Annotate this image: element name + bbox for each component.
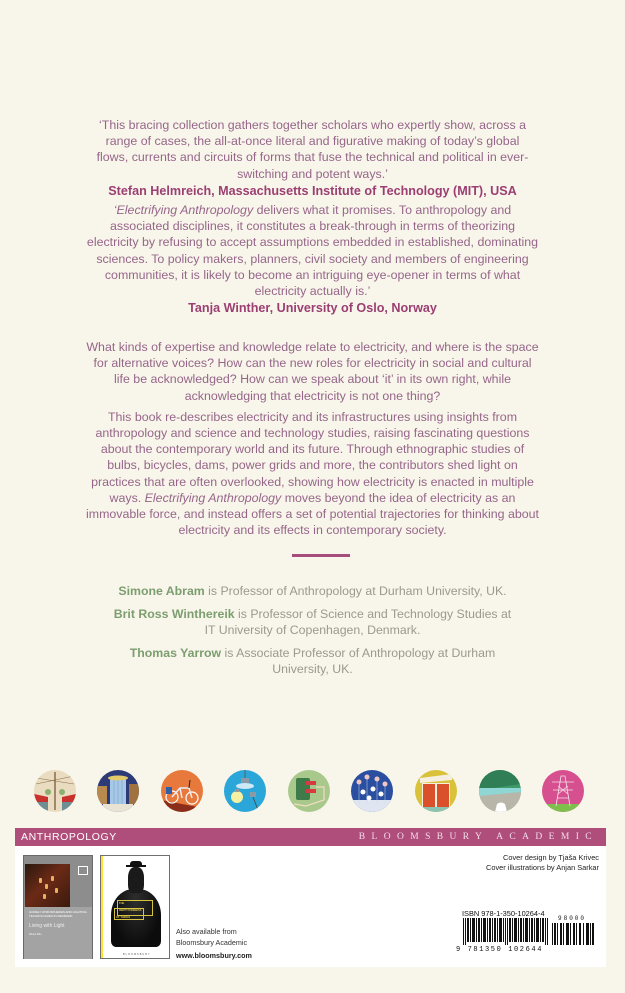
- author-bio: Thomas Yarrow is Associate Professor of Anthropology at Durham University, UK.: [129, 646, 496, 676]
- plug-socket-icon: [288, 770, 330, 812]
- street-lamps-night-icon: [351, 770, 393, 812]
- quote-attribution: Tanja Winther, University of Oslo, Norway: [188, 301, 437, 316]
- related-book-cover-ineptitudeness-of-things: THE INEPTITUDENESS OF THINGS BLOOMSBURY: [100, 855, 170, 959]
- author-name: Brit Ross Winthereik: [113, 607, 235, 621]
- price-barcode-icon: [552, 923, 594, 945]
- design-credit: Cover design by Tjaša Krivec: [503, 853, 599, 862]
- cover-credits: [486, 853, 599, 873]
- author-name: Simone Abram: [118, 584, 205, 598]
- review-quote-1: [0, 117, 625, 199]
- shopfront-icon: [415, 770, 457, 812]
- electric-bicycle-icon: [161, 770, 203, 812]
- quote-text: ‘Electrifying Anthropology delivers what it promises. To anthropology and associated disciplines, it constitutes a break-through in terms of theorizing electricity by refusing to accept assumptions embedded in established, dominating sciences. To policy makers, planners, civil society and members of engineering communities, it is likely to become an intriguing eye-opener in terms of what electricity actually is.’: [86, 203, 539, 299]
- lamps-photo: [25, 864, 70, 907]
- illustration-row: [0, 770, 625, 814]
- description-paragraph-2: This book re-describes electricity and its infrastructures using insights from anthropology and science and technology studies, raising fascinating questions about the contemporary world and its future. Through ethnographic studies of bulbs, bicycles, dams, power grids and more, the contributors shed light on practices that are often overlooked, showing how electricity is enacted in multiple ways. Electrifying Anthropology moves beyond the idea of electricity as an immovable force, and instead offers a set of potential trajectories for thinking about electricity and its effects in contemporary society.: [86, 409, 539, 538]
- pylon-icon: [542, 770, 584, 812]
- price-addon-digits: 98000: [558, 915, 587, 922]
- review-quote-2: [0, 202, 625, 316]
- description-paragraph-1: What kinds of expertise and knowledge relate to electricity, and where is the space for alternative voices? How can the new roles for electricity in social and cultural life be acknowledged? How can we speak about ‘it’ in its own right, while acknowledging that electricity is not one thing?: [86, 340, 539, 403]
- also-available-text: Also available from Bloomsbury Academic: [176, 927, 248, 947]
- author-name: Thomas Yarrow: [129, 646, 222, 660]
- publisher-website-link[interactable]: www.bloomsbury.com: [176, 951, 252, 960]
- isbn-label: ISBN 978-1-350-10264-4: [462, 909, 545, 918]
- dam-icon: [479, 770, 521, 812]
- light-bulb-icon: [224, 770, 266, 812]
- author-bio: Brit Ross Winthereik is Professor of Science and Technology Studies at IT University of Copenhagen, Denmark.: [113, 607, 512, 637]
- book-description: [0, 339, 625, 538]
- power-pole-street-icon: [34, 770, 76, 812]
- section-divider: [292, 554, 350, 557]
- author-bio: Simone Abram is Professor of Anthropology at Durham University, UK.: [118, 584, 507, 598]
- category-label: ANTHROPOLOGY: [21, 831, 117, 843]
- quote-text: ‘This bracing collection gathers together scholars who expertly show, across a range of cases, the all-at-once literal and figurative making of today’s global flows, currents and circuits of forms that fuse the technical and political in ever-switching and potent ways.’: [96, 118, 529, 181]
- quote-attribution: Stefan Helmreich, Massachusetts Institute of Technology (MIT), USA: [108, 183, 517, 198]
- illustration-credit: Cover illustrations by Anjan Sarkar: [486, 863, 599, 872]
- book-title-italic: ‘Electrifying Anthropology: [113, 203, 254, 217]
- series-logo-icon: [78, 866, 88, 875]
- category-band: [15, 828, 606, 846]
- related-book-cover-living-with-light: HOMELY ATMOSPHERES AND LIGHTING TECHNOLOGIES IN DENMARK Living with Light Mikkel Bille: [23, 855, 93, 959]
- city-tower-night-icon: [97, 770, 139, 812]
- book-title-italic: Electrifying Anthropology: [144, 490, 282, 505]
- author-bios: [0, 583, 625, 684]
- barcode-icon: [463, 918, 549, 945]
- barcode-digits: 9 781350 102644: [456, 946, 544, 954]
- publisher-label: BLOOMSBURY ACADEMIC: [358, 832, 598, 842]
